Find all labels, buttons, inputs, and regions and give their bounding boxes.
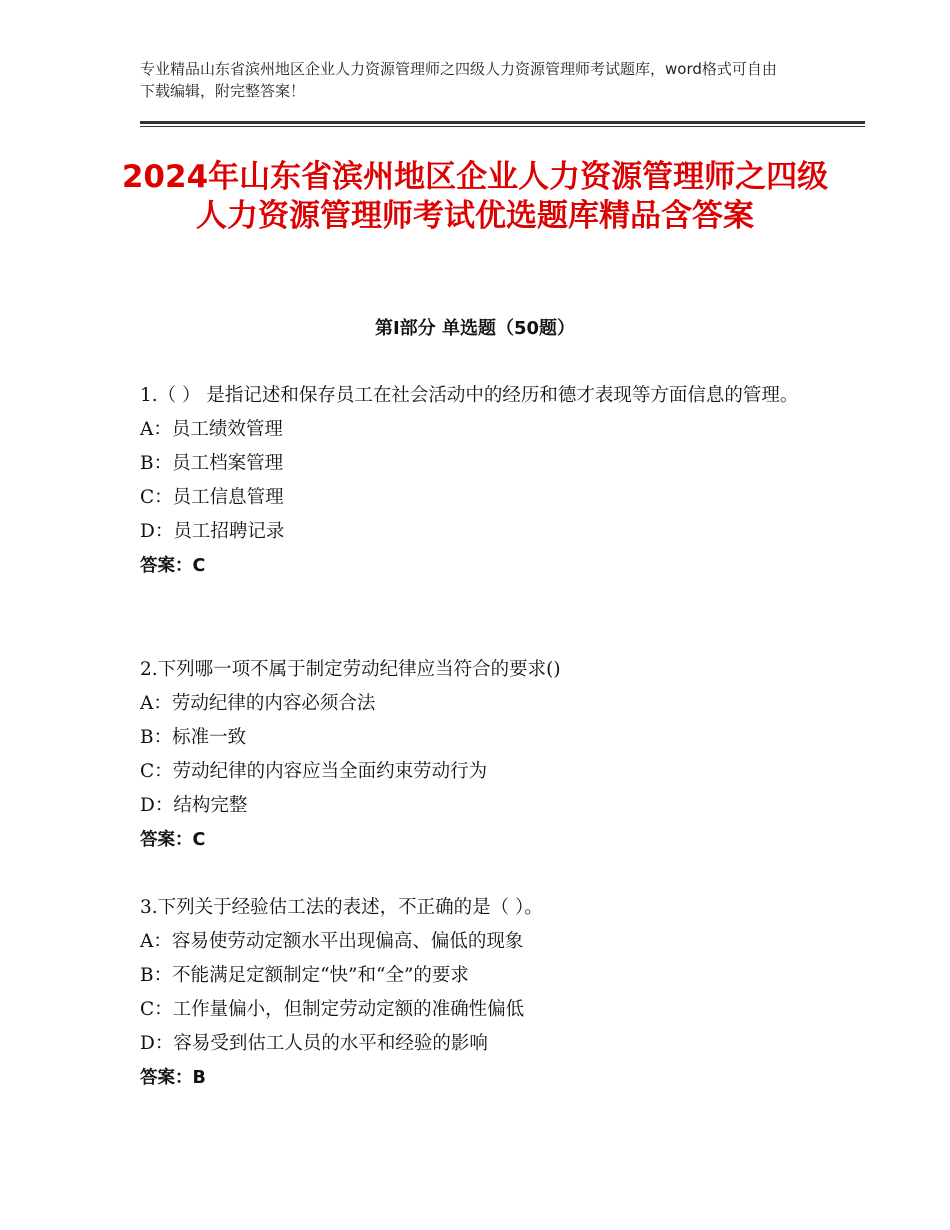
- option-a: A：员工绩效管理: [140, 419, 283, 440]
- option-d: D：结构完整: [140, 795, 248, 816]
- question-stem: 1.（ ） 是指记述和保存员工在社会活动中的经历和德才表现等方面信息的管理。: [140, 385, 799, 406]
- header-note: 专业精品山东省滨州地区企业人力资源管理师之四级人力资源管理师考试题库，word格式可自由下载编辑，附完整答案！: [140, 60, 777, 100]
- answer-line: 答案：C: [140, 830, 206, 850]
- header-divider-thin: [140, 126, 865, 127]
- question-stem: 2.下列哪一项不属于制定劳动纪律应当符合的要求(): [140, 659, 561, 680]
- question-item: [140, 379, 820, 583]
- option-d: D：容易受到估工人员的水平和经验的影响: [140, 1033, 488, 1054]
- option-c: C：劳动纪律的内容应当全面约束劳动行为: [140, 761, 488, 782]
- question-item: [140, 653, 820, 857]
- option-c: C：工作量偏小，但制定劳动定额的准确性偏低: [140, 999, 525, 1020]
- option-a: A：容易使劳动定额水平出现偏高、偏低的现象: [140, 931, 524, 952]
- answer-line: 答案：C: [140, 556, 206, 576]
- option-a: A：劳动纪律的内容必须合法: [140, 693, 376, 714]
- question-stem: 3.下列关于经验估工法的表述，不正确的是（ ）。: [140, 897, 543, 918]
- header-divider-thick: [140, 121, 865, 124]
- option-c: C：员工信息管理: [140, 487, 284, 508]
- option-b: B：员工档案管理: [140, 453, 284, 474]
- section-heading: 第Ⅰ部分 单选题（50题）: [374, 318, 575, 339]
- question-item: [140, 891, 820, 1095]
- document-title: 2024年山东省滨州地区企业人力资源管理师之四级人力资源管理师考试优选题库精品含答案: [121, 159, 829, 234]
- option-d: D：员工招聘记录: [140, 521, 285, 542]
- option-b: B：标准一致: [140, 727, 247, 748]
- option-b: B：不能满足定额制定“快”和“全”的要求: [140, 965, 469, 986]
- answer-line: 答案：B: [140, 1068, 206, 1088]
